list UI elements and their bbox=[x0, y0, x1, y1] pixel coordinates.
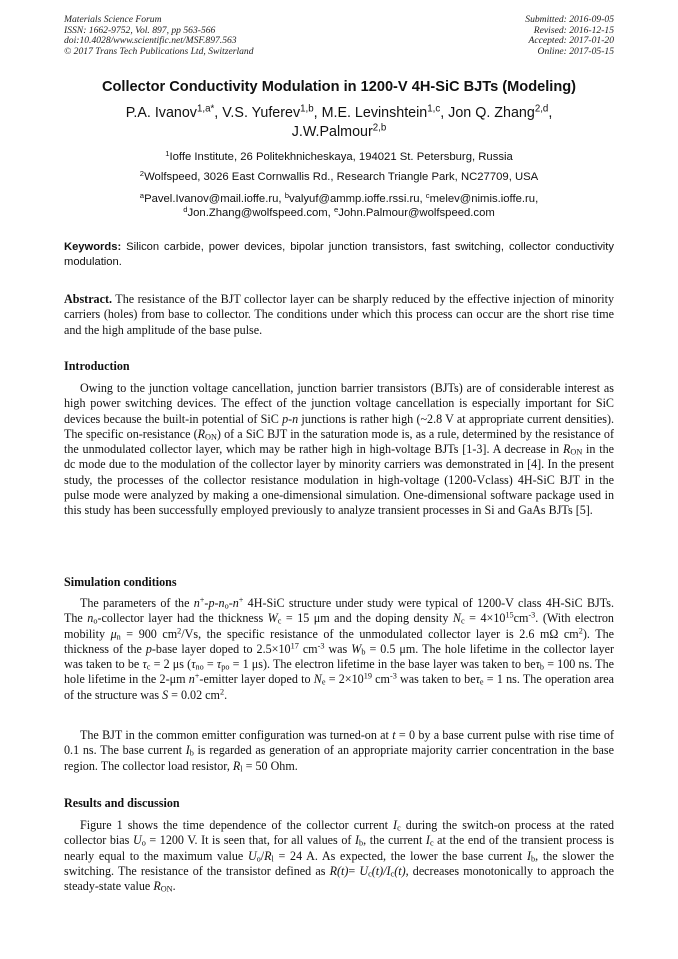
journal-name: Materials Science Forum bbox=[64, 14, 162, 25]
online-date: Online: 2017-05-15 bbox=[537, 45, 614, 57]
simulation-paragraph-2: The BJT in the common emitter configuration was turned-on at t = 0 by a base current pulse with rise time of 0.1 ns. The base current $I_b$ is regarded as generation of an appropriate majority carrier concentration in the base region. The collector load resistor, $R_l = 50$ Ohm. bbox=[64, 728, 615, 774]
copyright-line: © 2017 Trans Tech Publications Ltd, Switzerland bbox=[64, 45, 254, 57]
keywords-label: Keywords: bbox=[64, 241, 122, 253]
author-list: P.A. Ivanov$^{1,a*}$, V.S. Yuferev$^{1,b}$, M.E. Levinshtein$^{1,c}$, Jon Q. Zhang$^{2,d}$, J.W.Palmour$^{2,b}$ bbox=[125, 103, 553, 140]
email-link[interactable]: valyuf@ammp.ioffe.rssi.ru, bbox=[288, 193, 426, 205]
section-heading-introduction: Introduction bbox=[64, 359, 130, 373]
email-link[interactable]: melev@nimis.ioffe.ru, bbox=[429, 193, 539, 205]
author-name: , Jon Q. Zhang bbox=[440, 105, 535, 121]
journal-info bbox=[64, 15, 254, 57]
author-emails: $^a$Pavel.Ivanov@mail.ioffe.ru, $^b$valyuf@ammp.ioffe.rssi.ru, $^c$melev@nimis.ioffe.ru, $^d$Jon.Zhang@wolfspeed.com, $^e$John.Palmour@wolfspeed.com bbox=[139, 190, 539, 219]
submitted-date: Submitted: 2016-09-05 bbox=[525, 14, 614, 25]
section-heading-simulation: Simulation conditions bbox=[64, 575, 177, 589]
abstract-label: Abstract. bbox=[64, 292, 113, 306]
author-name: P.A. Ivanov bbox=[125, 105, 197, 121]
affiliation-2: $^2$Wolfspeed, 3026 East Cornwallis Rd., Research Triangle Park, NC27709, USA bbox=[139, 168, 539, 183]
simulation-paragraph-1: The parameters of the $n^+-p-n_o-n^+$ 4H-SiC structure under study were typical of 1200-V class 4H-SiC BJTs. The $n_o$-collector layer had the thickness $W_c = 15$ μm and the doping density $N_c = 4\times 10^{15}cm^{-3}$. (With electron mobility $\mu_n = 900$ $cm^2/Vs$, the specific resistance of the unmodulated collector layer is 2.6 mΩ $cm^2$). The thickness of the p-base layer doped to $2.5\times 10^{17}$ $cm^{-3}$ was $W_b = 0.5$ μm. The hole lifetime in the collector layer was taken to be $\tau_c = 2$ μs ($\tau_{no} = \tau_{po} = 1$ μs). The electron lifetime in the base layer was taken to beτ$_b$ = 100 ns. The hole lifetime in the 2-μm n+-emitter layer doped to $N_e = 2\times 10^{19}$ $cm^{-3}$ was taken to beτ$_e$ = 1 ns. The operation area of the structure was S = 0.02 $cm^2$. bbox=[64, 595, 615, 702]
issn-line: ISSN: 1662-9752, Vol. 897, pp 563-566 bbox=[64, 24, 216, 36]
doi-line: doi:10.4028/www.scientific.net/MSF.897.563 bbox=[64, 35, 237, 46]
results-paragraph: Figure 1 shows the time dependence of the collector current $I_c$ during the switch-on process at the rated collector bias $U_o = 1200$ V. It is seen that, for all values of $I_b$, the current $I_c$ at the end of the transient process is nearly equal to the maximum value $U_o/R_l = 24$ A. As expected, the lower the base current $I_b$, the slower the switching. The resistance of the transistor defined as $R(t)= U_c(t)/I_c(t)$, decreases monotonically to approach the steady-state value $R_{ON}$. bbox=[64, 818, 615, 894]
affiliation-1: $^1$Ioffe Institute, 26 Politekhnicheskaya, 194021 St. Petersburg, Russia bbox=[165, 148, 513, 163]
keywords: Keywords: Silicon carbide, power devices, bipolar junction transistors, fast switching, collector conductivity modulation. bbox=[64, 241, 614, 268]
section-heading-results: Results and discussion bbox=[64, 796, 180, 810]
paper-title: Collector Conductivity Modulation in 1200-V 4H-SiC BJTs (Modeling) bbox=[101, 79, 577, 95]
author-name: , M.E. Levinshtein bbox=[313, 105, 428, 121]
abstract: Abstract. The resistance of the BJT collector layer can be sharply reduced by the effective injection of minority carriers (holes) from base to collector. The conditions under which this process can occur are the short rise time and the high amplitude of the base pulse. bbox=[64, 292, 614, 337]
publication-dates bbox=[525, 15, 614, 57]
email-link[interactable]: John.Palmour@wolfspeed.com bbox=[338, 207, 495, 219]
email-link[interactable]: Pavel.Ivanov@mail.ioffe.ru, bbox=[144, 193, 285, 205]
accepted-date: Accepted: 2017-01-20 bbox=[528, 35, 614, 46]
introduction-paragraph: Owing to the junction voltage cancellation, junction barrier transistors (BJTs) are of considerable interest as high power switching devices. The effect of the junction voltage cancellation is especially important for SiC devices because the built-in potential of SiC p-n junctions is rather high (~2.8 V at appropriate current densities). The specific on-resistance $(R_{ON})$ of a SiC BJT in the saturation mode is, as a rule, determined by the resistance of the unmodulated collector layer, which may be rather high in high-voltage BJTs [1-3]. A decrease in $R_{ON}$ in the dc mode due to the modulation of the collector layer by minority carriers was demonstrated in [4]. In the present study, the processes of the collector resistance modulation in high-voltage (1200-Vclass) 4H-SiC BJT in the pulse mode were analyzed by making a one-dimensional simulation. One-dimensional software package used in this study has been successfully employed previously to analyze transient processes in Si and GaAs BJTs [5]. bbox=[64, 381, 614, 518]
author-name: , V.S. Yuferev bbox=[214, 105, 301, 121]
revised-date: Revised: 2016-12-15 bbox=[533, 24, 614, 36]
author-name: J.W.Palmour bbox=[291, 124, 373, 140]
email-link[interactable]: Jon.Zhang@wolfspeed.com, bbox=[187, 207, 334, 219]
